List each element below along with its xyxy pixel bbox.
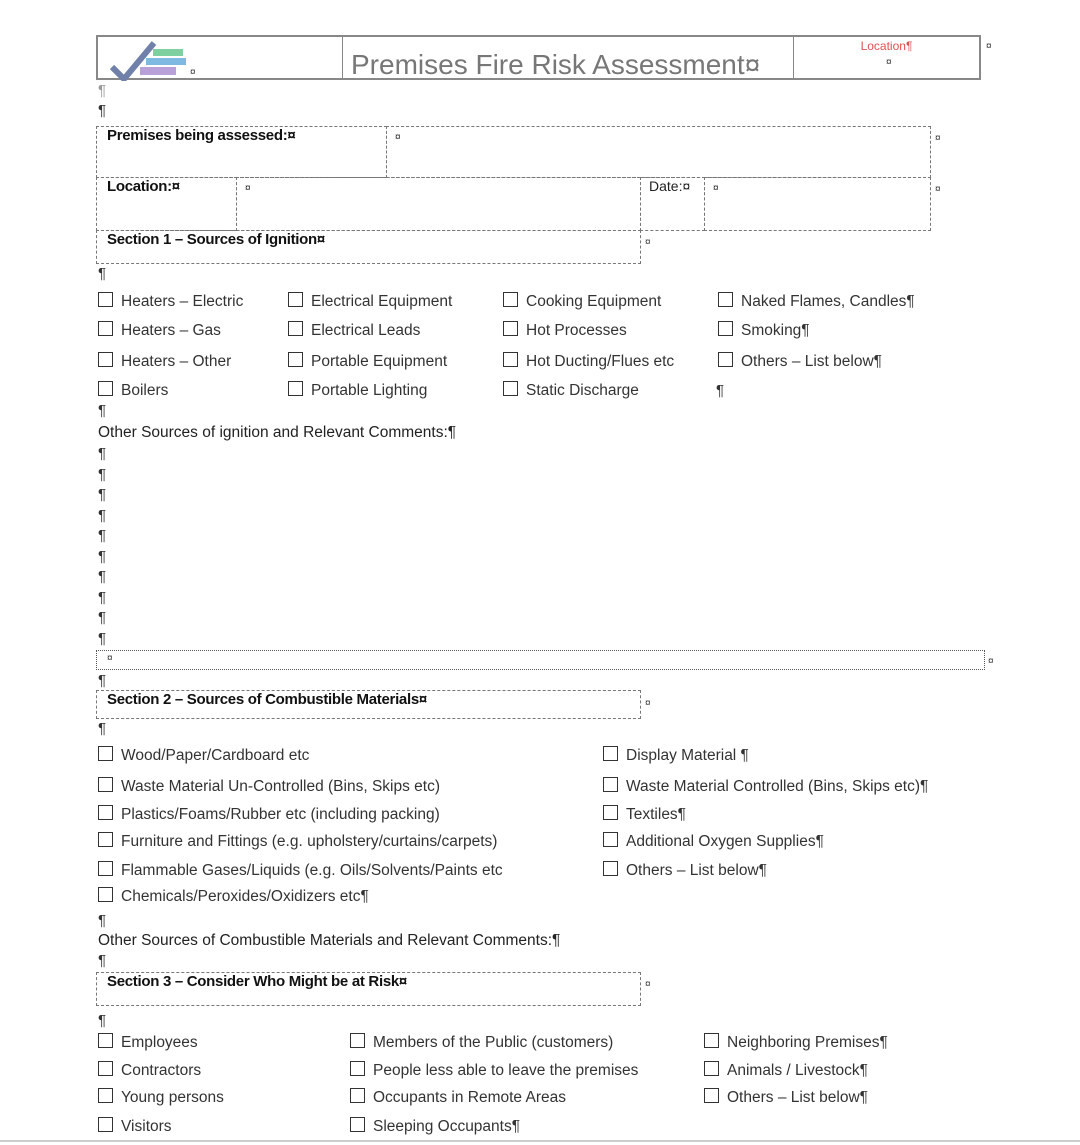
checkbox-label: Furniture and Fittings (e.g. upholstery/curtains/carpets) — [121, 833, 498, 850]
checkmark-logo-icon — [108, 39, 198, 81]
checkbox-label: Heaters – Gas — [121, 322, 221, 339]
checkbox-label: People less able to leave the premises — [373, 1062, 639, 1079]
checkbox-item[interactable] — [98, 321, 221, 340]
checkbox-label: Others – List below¶ — [626, 862, 767, 879]
checkbox[interactable] — [98, 1088, 113, 1103]
checkbox[interactable] — [704, 1088, 719, 1103]
checkbox[interactable] — [718, 292, 733, 307]
pilcrow: ¶ — [98, 82, 107, 99]
pilcrow: ¶ — [98, 527, 107, 544]
date-input[interactable]: ¤ — [704, 177, 931, 231]
checkbox-label: Display Material ¶ — [626, 747, 749, 764]
checkbox-label: Flammable Gases/Liquids (e.g. Oils/Solvents/Paints etc — [121, 862, 503, 879]
checkbox-item[interactable] — [704, 1088, 868, 1107]
checkbox-item[interactable] — [603, 861, 767, 880]
checkbox-label: Plastics/Foams/Rubber etc (including packing) — [121, 806, 440, 823]
checkbox[interactable] — [350, 1088, 365, 1103]
checkbox-item[interactable] — [98, 292, 243, 311]
checkbox-label: Employees — [121, 1034, 198, 1051]
checkbox[interactable] — [718, 321, 733, 336]
checkbox[interactable] — [350, 1033, 365, 1048]
checkbox-label: Neighboring Premises¶ — [727, 1034, 888, 1051]
logo-cell — [98, 37, 343, 78]
checkbox-item[interactable] — [98, 832, 497, 851]
checkbox-label: Contractors — [121, 1062, 202, 1079]
checkbox-label: Waste Material Un-Controlled (Bins, Skips etc) — [121, 778, 440, 795]
location-label: Location¶ — [860, 39, 913, 53]
cell-mark: ¤ — [190, 67, 196, 78]
header-table — [96, 35, 981, 80]
section3-title: Section 3 – Consider Who Might be at Risk¤ — [96, 972, 641, 1006]
row-end-mark: ¤ — [935, 133, 941, 144]
pilcrow: ¶ — [98, 568, 107, 585]
row-end-mark: ¤ — [935, 184, 941, 195]
checkbox[interactable] — [98, 292, 113, 307]
checkbox-label: Naked Flames, Candles¶ — [741, 293, 915, 310]
checkbox-label: Members of the Public (customers) — [373, 1034, 614, 1051]
pilcrow: ¶ — [98, 547, 107, 565]
checkbox[interactable] — [503, 352, 518, 367]
checkbox-label: Waste Material Controlled (Bins, Skips etc)¶ — [626, 778, 929, 795]
row-end-mark: ¤ — [986, 41, 992, 52]
checkbox-item[interactable] — [503, 381, 639, 400]
checkbox-label: Heaters – Other — [121, 353, 232, 370]
checkbox[interactable] — [603, 861, 618, 876]
pilcrow: ¶ — [98, 102, 107, 119]
checkbox[interactable] — [288, 321, 303, 336]
checkbox[interactable] — [704, 1033, 719, 1048]
divider-table — [96, 650, 985, 670]
pilcrow: ¶ — [98, 465, 107, 483]
checkbox-item[interactable] — [288, 321, 420, 340]
checkbox-item[interactable] — [98, 861, 503, 880]
row-end-mark: ¤ — [988, 656, 994, 667]
checkbox-item[interactable] — [503, 321, 627, 340]
pilcrow: ¶ — [98, 1012, 107, 1029]
pilcrow: ¶ — [98, 265, 107, 282]
pilcrow: ¶ — [716, 382, 725, 399]
checkbox-label: Sleeping Occupants¶ — [373, 1118, 521, 1135]
row-end-mark: ¤ — [645, 237, 651, 248]
section2-comments-label: Other Sources of Combustible Materials and Relevant Comments:¶ — [98, 932, 561, 949]
checkbox[interactable] — [603, 777, 618, 792]
checkbox-item[interactable] — [98, 1117, 172, 1136]
checkbox[interactable] — [98, 381, 113, 396]
checkbox[interactable] — [98, 1061, 113, 1076]
checkbox-item[interactable] — [603, 777, 928, 796]
pilcrow: ¶ — [98, 445, 107, 462]
checkbox-item[interactable] — [350, 1061, 638, 1080]
checkbox-item[interactable] — [98, 381, 168, 400]
checkbox[interactable] — [98, 861, 113, 876]
pilcrow: ¶ — [98, 912, 107, 929]
checkbox[interactable] — [718, 352, 733, 367]
document-title: Premises Fire Risk Assessment¤ — [343, 37, 794, 78]
checkbox[interactable] — [288, 352, 303, 367]
date-label: Date:¤ — [640, 177, 705, 231]
checkbox-item[interactable] — [718, 352, 882, 371]
row-end-mark: ¤ — [645, 698, 651, 709]
checkbox[interactable] — [503, 321, 518, 336]
checkbox-label: Textiles¶ — [626, 806, 687, 823]
checkbox-label: Hot Processes — [526, 322, 627, 339]
checkbox[interactable] — [503, 381, 518, 396]
checkbox-item[interactable] — [704, 1033, 888, 1052]
checkbox[interactable] — [98, 832, 113, 847]
premises-input[interactable]: ¤ — [386, 126, 931, 178]
checkbox-label: Heaters – Electric — [121, 293, 244, 310]
pilcrow: ¶ — [98, 506, 107, 524]
checkbox-item[interactable] — [718, 292, 915, 311]
pilcrow: ¶ — [98, 720, 107, 737]
checkbox-item[interactable] — [718, 321, 810, 340]
checkbox-item[interactable] — [503, 292, 661, 311]
checkbox-item[interactable] — [288, 292, 452, 311]
checkbox-label: Animals / Livestock¶ — [727, 1062, 868, 1079]
checkbox-item[interactable] — [98, 1061, 201, 1080]
pilcrow: ¶ — [98, 629, 107, 647]
checkbox-item[interactable] — [350, 1088, 566, 1107]
checkbox-item[interactable] — [98, 887, 369, 906]
checkbox-item[interactable] — [98, 1088, 224, 1107]
checkbox-item[interactable] — [603, 832, 824, 851]
checkbox-label: Chemicals/Peroxides/Oxidizers etc¶ — [121, 888, 369, 905]
pilcrow: ¶ — [98, 486, 107, 503]
checkbox-item[interactable] — [98, 777, 440, 796]
checkbox[interactable] — [288, 292, 303, 307]
checkbox[interactable] — [603, 746, 618, 761]
checkbox-label: Electrical Leads — [311, 322, 421, 339]
checkbox-item[interactable] — [288, 352, 447, 371]
checkbox-item[interactable] — [603, 746, 749, 765]
premises-label: Premises being assessed:¤ — [96, 126, 387, 178]
cell-mark: ¤ — [886, 57, 892, 68]
checkbox-item[interactable] — [350, 1033, 613, 1052]
checkbox-item[interactable] — [98, 352, 231, 371]
checkbox-label: Additional Oxygen Supplies¶ — [626, 833, 824, 850]
checkbox-item[interactable] — [98, 1033, 198, 1052]
checkbox[interactable] — [98, 352, 113, 367]
checkbox[interactable] — [288, 381, 303, 396]
checkbox-item[interactable] — [503, 352, 674, 371]
checkbox-label: Wood/Paper/Cardboard etc — [121, 747, 310, 764]
checkbox-label: Portable Lighting — [311, 382, 428, 399]
checkbox[interactable] — [603, 805, 618, 820]
checkbox[interactable] — [503, 292, 518, 307]
checkbox-item[interactable] — [704, 1061, 868, 1080]
section2-title: Section 2 – Sources of Combustible Materials¤ — [96, 690, 641, 719]
checkbox-label: Others – List below¶ — [741, 353, 882, 370]
checkbox-label: Young persons — [121, 1089, 224, 1106]
checkbox[interactable] — [98, 887, 113, 902]
checkbox-label: Portable Equipment — [311, 353, 448, 370]
checkbox[interactable] — [603, 832, 618, 847]
checkbox-label: Electrical Equipment — [311, 293, 453, 310]
location-input[interactable]: ¤ — [236, 177, 641, 231]
checkbox-label: Boilers — [121, 382, 169, 399]
checkbox-item[interactable] — [603, 805, 686, 824]
checkbox[interactable] — [98, 746, 113, 761]
section1-title: Section 1 – Sources of Ignition¤ — [96, 230, 641, 264]
section1-comments-label: Other Sources of ignition and Relevant Comments:¶ — [98, 424, 457, 441]
checkbox[interactable] — [98, 321, 113, 336]
pilcrow: ¶ — [98, 402, 107, 419]
checkbox-label: Others – List below¶ — [727, 1089, 868, 1106]
pilcrow: ¶ — [98, 588, 107, 606]
pilcrow: ¶ — [98, 952, 107, 969]
checkbox-item[interactable] — [98, 805, 440, 824]
checkbox-item[interactable] — [288, 381, 427, 400]
checkbox-label: Static Discharge — [526, 382, 639, 399]
checkbox-label: Occupants in Remote Areas — [373, 1089, 566, 1106]
location-field-label: Location:¤ — [96, 177, 237, 231]
checkbox[interactable] — [704, 1061, 719, 1076]
checkbox-label: Smoking¶ — [741, 322, 810, 339]
checkbox-label: Hot Ducting/Flues etc — [526, 353, 675, 370]
checkbox[interactable] — [98, 805, 113, 820]
cell-mark: ¤ — [107, 653, 113, 664]
checkbox-item[interactable] — [350, 1117, 520, 1136]
row-end-mark: ¤ — [645, 979, 651, 990]
checkbox-item[interactable] — [98, 746, 309, 765]
pilcrow: ¶ — [98, 609, 107, 626]
pilcrow: ¶ — [98, 672, 107, 689]
checkbox[interactable] — [350, 1061, 365, 1076]
checkbox[interactable] — [98, 1033, 113, 1048]
checkbox-label: Cooking Equipment — [526, 293, 662, 310]
checkbox-label: Visitors — [121, 1118, 172, 1135]
location-cell[interactable] — [794, 37, 979, 78]
checkbox[interactable] — [98, 1117, 113, 1132]
checkbox[interactable] — [350, 1117, 365, 1132]
checkbox[interactable] — [98, 777, 113, 792]
